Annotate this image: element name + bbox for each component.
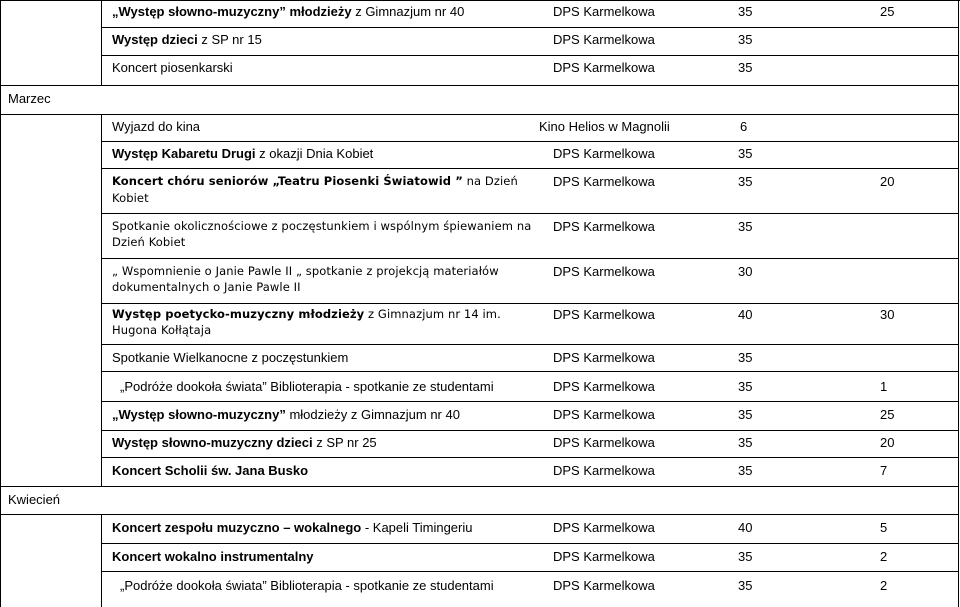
participants-count: 40	[738, 520, 753, 535]
event-place: DPS Karmelkowa	[553, 578, 655, 593]
participants-count: 35	[738, 350, 753, 365]
row-divider	[101, 55, 959, 56]
event-place: DPS Karmelkowa	[553, 520, 655, 535]
guests-count: 2	[880, 578, 888, 593]
participants-count: 35	[738, 407, 753, 422]
row-divider	[101, 27, 959, 28]
event-place: DPS Karmelkowa	[553, 307, 655, 322]
event-title-bold: Koncert zespołu muzyczno – wokalnego	[112, 520, 362, 535]
guests-count: 2	[880, 549, 888, 564]
event-title-bold: „Występ słowno-muzyczny” młodzieży	[112, 4, 352, 19]
event-title	[112, 406, 460, 423]
guests-count: 30	[880, 307, 895, 322]
event-title-rest: młodzieży z Gimnazjum nr 40	[285, 407, 460, 422]
event-place: DPS Karmelkowa	[553, 407, 655, 422]
participants-count: 35	[738, 578, 753, 593]
event-place: DPS Karmelkowa	[553, 435, 655, 450]
row-divider	[0, 85, 959, 86]
event-title-rest: z Gimnazjum nr 14 im.	[364, 307, 501, 321]
event-place: DPS Karmelkowa	[553, 549, 655, 564]
guests-count: 1	[880, 379, 888, 394]
row-divider	[101, 457, 959, 458]
event-title	[112, 434, 377, 451]
event-title: „Podróże dookoła świata” Biblioterapia - spotkanie ze studentami	[120, 379, 494, 394]
month-label-kwiecien: Kwiecień	[8, 492, 61, 507]
event-place: DPS Karmelkowa	[553, 379, 655, 394]
event-title-rest: na Dzień	[462, 174, 518, 188]
row-divider	[101, 543, 959, 544]
event-title	[112, 3, 464, 20]
guests-count: 20	[880, 435, 895, 450]
event-title	[112, 173, 518, 190]
event-title: Koncert wokalno instrumentalny	[112, 549, 314, 564]
event-title-bold: Występ poetycko-muzyczny młodzieży	[112, 307, 365, 321]
guests-count: 20	[880, 174, 895, 189]
event-title-rest: z SP nr 25	[312, 435, 377, 450]
row-divider	[101, 371, 959, 372]
event-title: „Podróże dookoła świata” Biblioterapia - spotkanie ze studentami	[120, 578, 494, 593]
participants-count: 35	[738, 463, 753, 478]
row-divider	[101, 141, 959, 142]
event-title-bold: Występ dzieci	[112, 32, 198, 47]
event-place: DPS Karmelkowa	[553, 60, 655, 75]
event-title-rest: z SP nr 15	[197, 32, 262, 47]
participants-count: 35	[738, 32, 753, 47]
event-title	[112, 145, 373, 162]
event-place: DPS Karmelkowa	[553, 264, 655, 279]
event-title: Spotkanie okolicznościowe z poczęstunkiem i wspólnym śpiewaniem na	[112, 219, 532, 233]
row-divider	[101, 213, 959, 214]
event-title: Wyjazd do kina	[112, 119, 201, 134]
event-place: DPS Karmelkowa	[553, 146, 655, 161]
table-border-top	[0, 0, 960, 1]
event-title-line2: Dzień Kobiet	[112, 235, 186, 249]
event-title-bold: Koncert chóru seniorów „Teatru Piosenki Światowid ”	[112, 174, 463, 188]
row-divider	[101, 401, 959, 402]
event-place: DPS Karmelkowa	[553, 4, 655, 19]
event-title-bold: Występ słowno-muzyczny dzieci	[112, 435, 313, 450]
event-place: Kino Helios w Magnolii	[539, 119, 670, 134]
column-divider	[101, 0, 102, 85]
event-place: DPS Karmelkowa	[553, 174, 655, 189]
participants-count: 35	[738, 4, 753, 19]
row-divider	[101, 430, 959, 431]
participants-count: 35	[738, 549, 753, 564]
event-title	[112, 306, 501, 323]
participants-count: 40	[738, 307, 753, 322]
event-title-rest: z Gimnazjum nr 40	[351, 4, 465, 19]
row-divider	[101, 571, 959, 572]
event-title: Koncert piosenkarski	[112, 60, 233, 75]
row-divider	[101, 344, 959, 345]
event-place: DPS Karmelkowa	[553, 463, 655, 478]
event-place: DPS Karmelkowa	[553, 350, 655, 365]
guests-count: 5	[880, 520, 888, 535]
row-divider	[101, 303, 959, 304]
guests-count: 25	[880, 4, 895, 19]
event-title: Spotkanie Wielkanocne z poczęstunkiem	[112, 350, 349, 365]
row-divider	[101, 258, 959, 259]
event-title	[112, 519, 473, 536]
event-title-line2: Kobiet	[112, 191, 149, 205]
guests-count: 7	[880, 463, 888, 478]
guests-count: 25	[880, 407, 895, 422]
participants-count: 35	[738, 435, 753, 450]
event-title: „ Wspomnienie o Janie Pawle II „ spotkanie z projekcją materiałów	[112, 264, 499, 278]
row-divider	[101, 168, 959, 169]
event-title-rest: - Kapeli Timingeriu	[361, 520, 473, 535]
table-border-left	[0, 0, 1, 607]
participants-count: 35	[738, 379, 753, 394]
row-divider	[0, 486, 959, 487]
event-title-line2: dokumentalnych o Janie Pawle II	[112, 280, 301, 294]
participants-count: 35	[738, 174, 753, 189]
event-title-rest: z okazji Dnia Kobiet	[255, 146, 374, 161]
participants-count: 6	[740, 119, 748, 134]
row-divider	[0, 114, 959, 115]
participants-count: 35	[738, 60, 753, 75]
event-title	[112, 31, 262, 48]
event-title-line2: Hugona Kołłątaja	[112, 323, 212, 337]
participants-count: 35	[738, 146, 753, 161]
column-divider	[101, 514, 102, 607]
event-title-bold: Występ Kabaretu Drugi	[112, 146, 256, 161]
event-place: DPS Karmelkowa	[553, 32, 655, 47]
event-title-bold: „Występ słowno-muzyczny”	[112, 407, 286, 422]
row-divider	[0, 514, 959, 515]
month-label-marzec: Marzec	[8, 91, 51, 106]
participants-count: 35	[738, 219, 753, 234]
event-place: DPS Karmelkowa	[553, 219, 655, 234]
participants-count: 30	[738, 264, 753, 279]
event-title: Koncert Scholii św. Jana Busko	[112, 463, 309, 478]
